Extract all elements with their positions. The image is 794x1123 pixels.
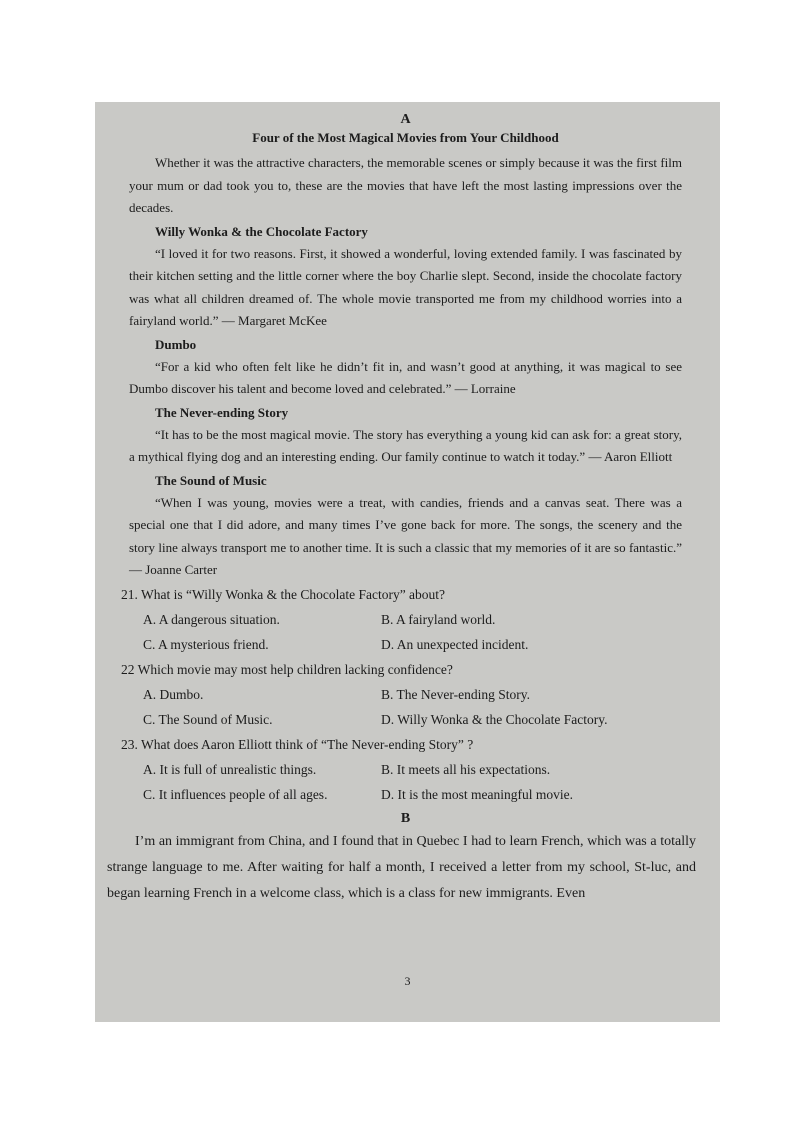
- question-stem: 21. What is “Willy Wonka & the Chocolate Factory” about?: [121, 586, 446, 602]
- option-b: B. It meets all his expectations.: [381, 761, 551, 777]
- option-a: A. A dangerous situation.: [143, 611, 280, 627]
- option-c: C. The Sound of Music.: [143, 711, 273, 727]
- intro-paragraph: Whether it was the attractive characters, the memorable scenes or simply because it was the first film your mum or dad took you to, these are the movies that have left the most lasting impressions over the decades.: [129, 155, 682, 215]
- section-b-paragraph: I’m an immigrant from China, and I found that in Quebec I had to learn French, which was a totally strange language to me. After waiting for half a month, I received a letter from my school, St-luc, and began learning French in a welcome class, which is a class for new immigrants. Even: [107, 833, 696, 901]
- option-c: C. A mysterious friend.: [143, 636, 269, 652]
- section-b-letter: B: [400, 810, 411, 826]
- option-list: [129, 682, 682, 732]
- movie-quote: “When I was young, movies were a treat, with candies, friends and a canvas seat. There was a special one that I did adore, and many times I’ve gone back for more. The songs, the scenery and the story line always transport me to another time. It is such a classic that my memories of it are so fantastic.” — Joanne Carter: [129, 494, 682, 577]
- movie-heading: Dumbo: [155, 336, 197, 352]
- option-list: [129, 757, 682, 807]
- question-stem: 22 Which movie may most help children lacking confidence?: [121, 661, 453, 677]
- question-stem: 23. What does Aaron Elliott think of “The Never-ending Story” ?: [121, 736, 474, 752]
- option-d: D. Willy Wonka & the Chocolate Factory.: [381, 711, 608, 727]
- movie-heading: The Never-ending Story: [155, 404, 289, 420]
- exam-page: [95, 102, 720, 1022]
- option-list: [129, 607, 682, 657]
- movie-quote: “For a kid who often felt like he didn’t fit in, and wasn’t good at anything, it was magical to see Dumbo discover his talent and become loved and celebrated.” — Lorraine: [129, 358, 682, 396]
- question-23: [121, 732, 682, 807]
- option-d: D. It is the most meaningful movie.: [381, 786, 573, 802]
- movie-quote: “It has to be the most magical movie. The story has everything a young kid can ask for: a great story, a mythical flying dog and an interesting ending. Our family continue to watch it today.” — Aaron Elliott: [129, 426, 682, 464]
- option-b: B. The Never-ending Story.: [381, 686, 530, 702]
- movie-heading: The Sound of Music: [155, 472, 267, 488]
- movie-quote: “I loved it for two reasons. First, it showed a wonderful, loving extended family. I was fascinated by their kitchen setting and the little corner where the boy Charlie slept. Second, inside the chocolate factory was what all children dreamed of. The whole movie transported me from my childhood worries into a fairyland world.” — Margaret McKee: [129, 245, 682, 328]
- question-21: [121, 582, 682, 657]
- question-22: [121, 657, 682, 732]
- page-number: 3: [404, 974, 411, 988]
- option-a: A. It is full of unrealistic things.: [143, 761, 317, 777]
- option-c: C. It influences people of all ages.: [143, 786, 328, 802]
- option-a: A. Dumbo.: [143, 686, 204, 702]
- option-d: D. An unexpected incident.: [381, 636, 529, 652]
- section-a-letter: A: [400, 112, 411, 127]
- option-b: B. A fairyland world.: [381, 611, 496, 627]
- passage-title: Four of the Most Magical Movies from Your Childhood: [252, 130, 559, 145]
- movie-heading: Willy Wonka & the Chocolate Factory: [155, 223, 368, 239]
